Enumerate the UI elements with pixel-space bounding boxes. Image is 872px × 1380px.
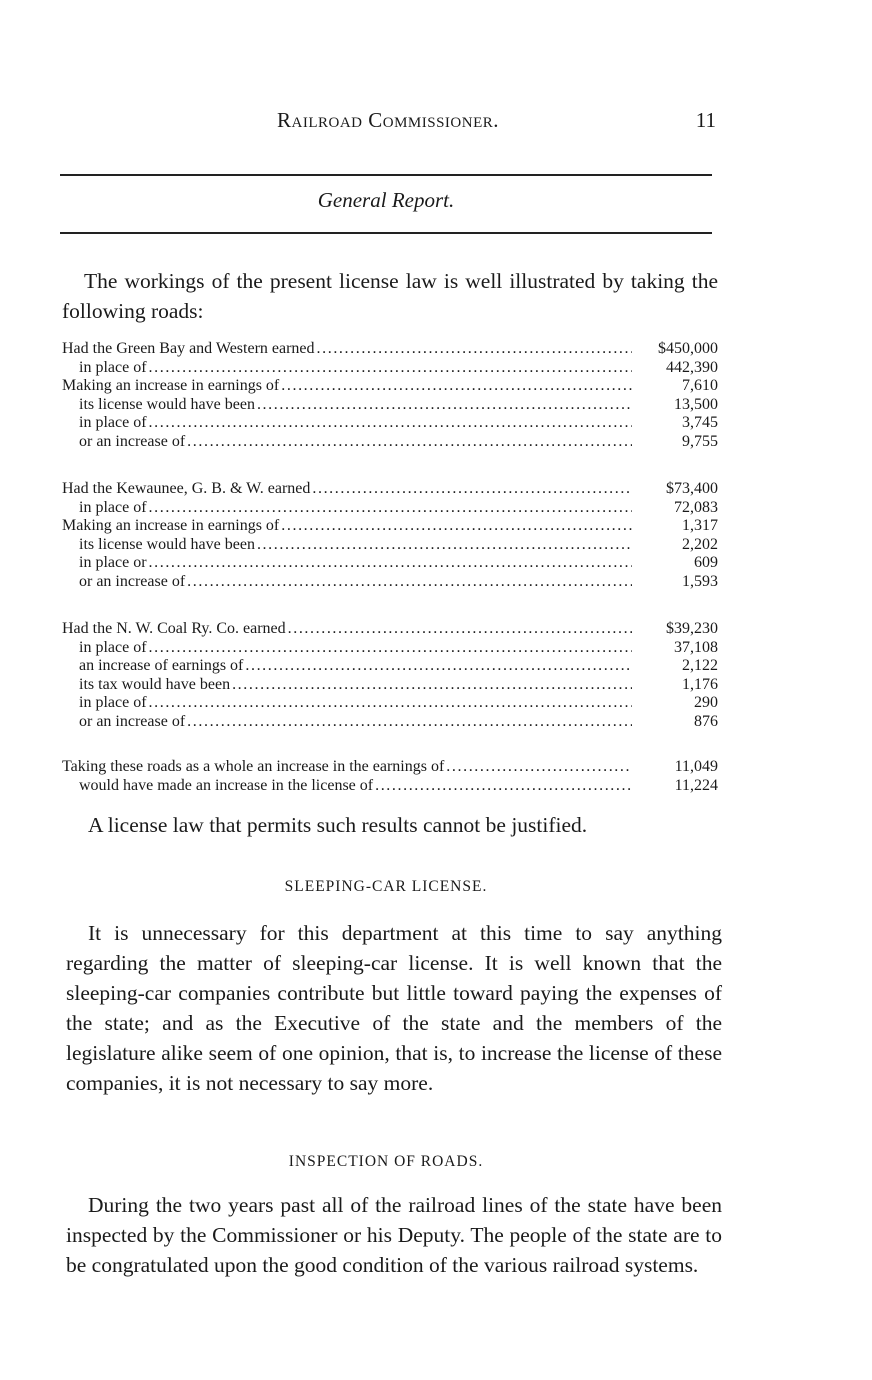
sleeping-car-paragraph: It is unnecessary for this department at this time to say anything regarding the matter of sleeping-car license. It is well known that the sleeping-car companies contribute but little toward paying the expenses of the state; and as the Executive of the state and the members of the legislature alike seem of one opinion, that is, to increase the license of these companies, it is not necessary to say more.	[66, 921, 722, 1095]
ledger-row	[62, 676, 718, 695]
ledger-amount: 11,224	[674, 776, 718, 794]
ledger-amount: 442,390	[666, 358, 718, 376]
ledger-amount: 290	[694, 694, 718, 711]
ledger-label: or an increase of	[79, 572, 186, 590]
ledger-nw-coal	[62, 620, 718, 731]
ledger-label: in place of	[79, 638, 147, 656]
ledger-row	[62, 657, 718, 676]
ledger-amount: 609	[694, 554, 718, 571]
ledger-label: would have made an increase in the license of	[79, 776, 374, 794]
intro-paragraph: The workings of the present license law is well illustrated by taking the following roads:	[62, 269, 718, 323]
ledger-label: Taking these roads as a whole an increase in the earnings of	[62, 758, 445, 775]
ledger-row	[62, 694, 718, 713]
ledger-green-bay-western	[62, 340, 718, 451]
ledger-amount: 11,049	[674, 758, 718, 775]
ledger-row	[62, 414, 718, 433]
ledger-label: Making an increase in earnings of	[62, 517, 280, 534]
ledger-label: in place of	[79, 498, 147, 516]
ledger-label: Had the Green Bay and Western earned	[62, 340, 315, 357]
ledger-row	[62, 517, 718, 536]
ledger-label: Making an increase in earnings of	[62, 377, 280, 394]
ledger-row	[62, 433, 718, 452]
ledger-amount: 7,610	[682, 377, 718, 394]
ledger-amount: 876	[694, 712, 718, 730]
ledger-amount: $39,230	[666, 620, 718, 637]
ledger-amount: 2,122	[682, 657, 718, 674]
ledger-kewaunee	[62, 480, 718, 591]
ledger-label: Had the Kewaunee, G. B. & W. earned	[62, 480, 311, 497]
sleeping-car-heading: SLEEPING-CAR LICENSE.	[284, 878, 488, 895]
ledger-amount: 1,176	[682, 675, 718, 693]
section-heading: General Report.	[317, 188, 455, 212]
ledger-amount: 1,317	[682, 517, 718, 534]
ledger-amount: 2,202	[682, 535, 718, 553]
ledger-amount: $73,400	[666, 480, 718, 497]
ledger-row	[62, 573, 718, 592]
ledger-label: or an increase of	[79, 432, 186, 450]
ledger-amount: 9,755	[682, 432, 718, 450]
ledger-row	[62, 377, 718, 396]
ledger-row	[62, 639, 718, 658]
ledger-amount: 72,083	[674, 498, 718, 516]
ledger-label: in place of	[79, 694, 147, 711]
ledger-label: or an increase of	[79, 712, 186, 730]
ledger-row	[62, 536, 718, 555]
ledger-label: its license would have been	[79, 535, 255, 553]
ledger-row	[62, 359, 718, 378]
ledger-row	[62, 396, 718, 415]
inspection-paragraph: During the two years past all of the railroad lines of the state have been inspected by the Commissioner or his Deputy. The people of the state are to be congratulated upon the good condition of the various railroad systems.	[66, 1193, 722, 1277]
ledger-label: its tax would have been	[79, 675, 231, 693]
ledger-label: an increase of earnings of	[79, 657, 244, 674]
ledger-row	[62, 758, 718, 777]
verdict-paragraph: A license law that permits such results cannot be justified.	[88, 813, 588, 837]
ledger-row	[62, 554, 718, 573]
ledger-label: its license would have been	[79, 395, 255, 413]
ledger-row	[62, 340, 718, 359]
ledger-amount: $450,000	[658, 340, 718, 357]
inspection-heading: INSPECTION OF ROADS.	[288, 1153, 484, 1170]
ledger-row	[62, 713, 718, 732]
ledger-amount: 3,745	[682, 414, 718, 431]
ledger-label: in place of	[79, 358, 147, 376]
ledger-row	[62, 620, 718, 639]
ledger-label: in place of	[79, 414, 147, 431]
ledger-row	[62, 480, 718, 499]
ledger-label: in place or	[79, 554, 147, 571]
ledger-label: Had the N. W. Coal Ry. Co. earned	[62, 620, 286, 637]
top-rule-divider	[60, 174, 712, 176]
ledger-amount: 1,593	[682, 572, 718, 590]
ledger-amount: 37,108	[674, 638, 718, 656]
running-head	[60, 108, 716, 138]
bottom-rule-divider	[60, 232, 712, 234]
ledger-row	[62, 777, 718, 796]
ledger-amount: 13,500	[674, 395, 718, 413]
ledger-totals	[62, 758, 718, 795]
page-number: 11	[695, 108, 716, 132]
ledger-row	[62, 499, 718, 518]
running-title: Railroad Commissioner.	[276, 108, 500, 132]
